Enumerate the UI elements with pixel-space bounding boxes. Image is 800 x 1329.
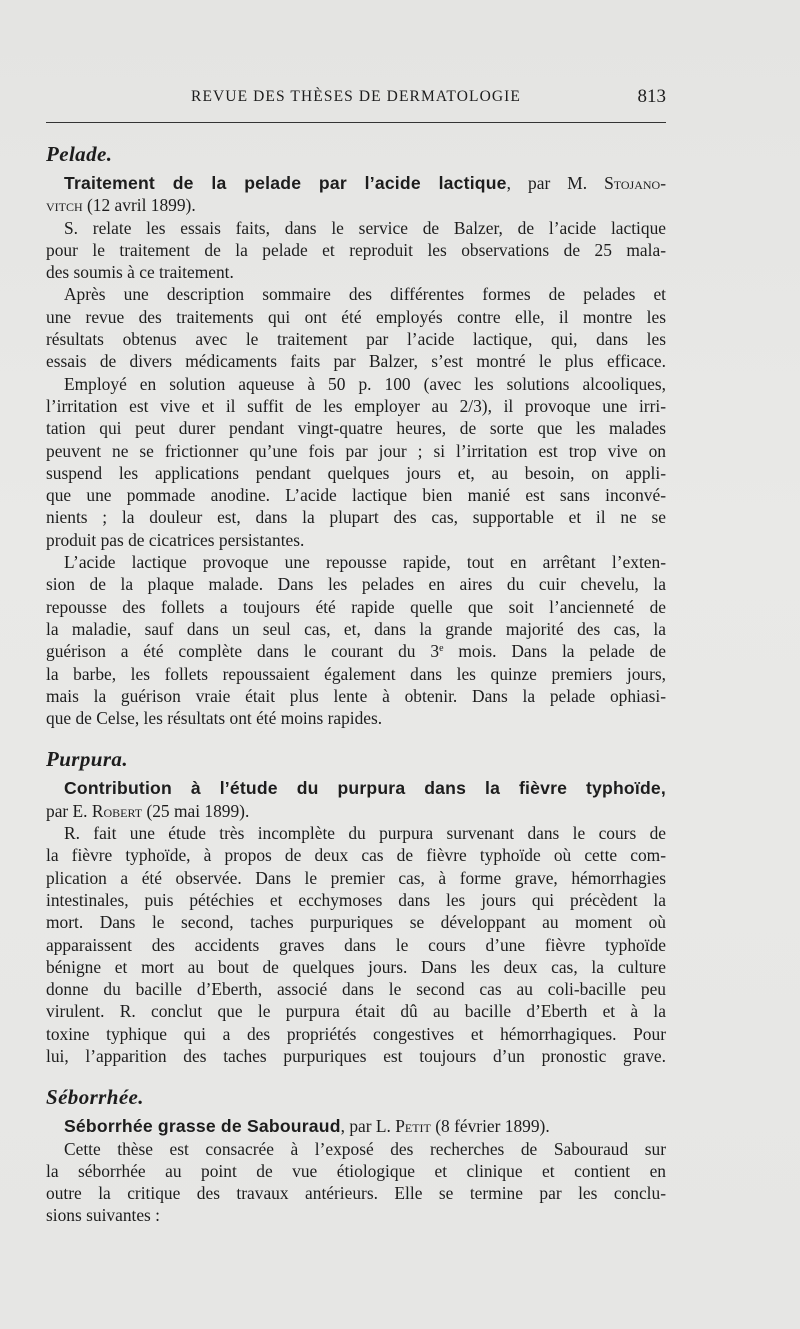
text-line: toxine typhique qui a des propriétés congestives et hémorrhagiques. Pour — [46, 1023, 666, 1044]
page-number: 813 — [637, 86, 666, 107]
article-date: (8 février 1899). — [430, 1116, 550, 1137]
text-line: apparaissent des accidents graves dans le cours d’une fièvre typhoïde — [46, 934, 666, 955]
article-purpura — [46, 777, 666, 1067]
text-line: mort. Dans le second, taches purpuriques se développant au moment où — [46, 912, 666, 933]
text-line: essais de divers médicaments faits par Balzer, s’est montré le plus efficace. — [46, 351, 666, 372]
article-title-line — [46, 172, 666, 194]
page-body — [46, 136, 666, 1227]
article-date: (25 mai 1899). — [142, 800, 250, 821]
text-line: L’acide lactique provoque une repousse rapide, tout en arrêtant l’exten- — [64, 552, 666, 573]
article-byline: par E. — [46, 800, 92, 821]
article-date: (12 avril 1899). — [82, 195, 196, 216]
running-title: REVUE DES THÈSES DE DERMATOLOGIE — [191, 88, 521, 105]
article-pelade — [46, 172, 666, 729]
text-line: virulent. R. conclut que le purpura était dû au bacille d’Eberth et à la — [46, 1001, 666, 1022]
text-line: pour le traitement de la pelade et reproduit les observations de 25 mala- — [46, 239, 666, 260]
text-line: intestinales, puis pétéchies et ecchymoses dans les jours qui précèdent la — [46, 889, 666, 910]
text-line: bénigne et mort au bout de quelques jours. Dans les deux cas, la culture — [46, 956, 666, 977]
text-line: une revue des traitements qui ont été employés contre elle, il montre les — [46, 306, 666, 327]
article-seborrhee — [46, 1115, 666, 1226]
text-line: que une pommade anodine. L’acide lactique bien manié est sans inconvé- — [46, 485, 666, 506]
text-line: lui, l’apparition des taches purpuriques est toujours d’un pronostic grave. — [46, 1045, 666, 1066]
article-date-line — [46, 194, 666, 216]
article-date-line — [46, 800, 666, 822]
text-line: sion de la plaque malade. Dans les pelades en aires du cuir chevelu, la — [46, 574, 666, 595]
section-heading-purpura: Purpura. — [46, 747, 128, 772]
text-line: l’irritation est vive et il suffit de les employer au 2/3), il provoque une irri- — [46, 395, 666, 416]
text-line: outre la critique des travaux antérieurs. Elle se termine par les conclu- — [46, 1183, 666, 1204]
text-line: Employé en solution aqueuse à 50 p. 100 (avec les solutions alcooliques, — [64, 373, 666, 394]
article-author: Petit — [395, 1116, 431, 1137]
article-author: Robert — [91, 800, 143, 821]
text-line: donne du bacille d’Eberth, associé dans le second cas au coli-bacille peu — [46, 979, 666, 1000]
article-title: Séborrhée grasse de Sabouraud — [64, 1116, 341, 1137]
superscript: e — [439, 643, 444, 655]
text-line: des soumis à ce traitement. — [46, 262, 234, 283]
section-heading-pelade: Pelade. — [46, 142, 113, 166]
article-author: Stojano- — [604, 173, 666, 193]
text-line: Cette thèse est consacrée à l’exposé des recherches de Sabouraud sur — [64, 1138, 666, 1159]
section-heading-seborrhee: Séborrhée. — [46, 1085, 144, 1110]
text-line: S. relate les essais faits, dans le service de Balzer, de l’acide lactique — [64, 217, 666, 238]
text-line: résultats obtenus avec le traitement par l’acide lactique, qui, dans les — [46, 329, 666, 350]
text-line: nients ; la douleur est, dans la plupart des cas, supportable et il ne se — [46, 507, 666, 528]
article-title-line — [46, 777, 666, 799]
article-title: Traitement de la pelade par l’acide lactique — [64, 173, 507, 193]
text-line: produit pas de cicatrices persistantes. — [46, 529, 305, 550]
article-byline: , par M. — [506, 173, 605, 193]
text-line-with-superscript — [46, 640, 666, 662]
text-line: tation qui peut durer pendant vingt-quatre heures, de sorte que les malades — [46, 418, 666, 439]
article-title-line — [46, 1115, 666, 1137]
running-head — [46, 88, 666, 112]
text-line: la maladie, sauf dans un seul cas, et, dans la grande majorité des cas, la — [46, 618, 666, 639]
text-line: la fièvre typhoïde, à propos de deux cas de fièvre typhoïde où cette com- — [46, 845, 666, 866]
header-rule — [46, 122, 666, 123]
text-fragment: guérison a été complète dans le courant du 3 — [46, 641, 440, 662]
text-line: la séborrhée au point de vue étiologique et clinique et contient en — [46, 1160, 666, 1181]
text-line: peuvent ne se frictionner qu’une fois par jour ; si l’irritation est trop vive on — [46, 440, 666, 461]
text-line: sions suivantes : — [46, 1205, 161, 1226]
text-line: plication a été observée. Dans le premier cas, à forme grave, hémorrhagies — [46, 867, 666, 888]
text-line: mais la guérison vraie était plus lente à obtenir. Dans la pelade ophiasi- — [46, 685, 666, 706]
article-author-cont: vitch — [46, 195, 83, 216]
article-byline: , par L. — [340, 1116, 396, 1137]
text-line: repousse des follets a toujours été rapide quelle que soit l’ancienneté de — [46, 596, 666, 617]
text-line: que de Celse, les résultats ont été moins rapides. — [46, 708, 383, 729]
article-title: Contribution à l’étude du purpura dans la fièvre typhoïde, — [64, 778, 666, 799]
text-line: Après une description sommaire des différentes formes de pelades et — [64, 284, 666, 305]
text-line: suspend les applications pendant quelques jours et, au besoin, on appli- — [46, 462, 666, 483]
text-line: R. fait une étude très incomplète du purpura survenant dans le cours de — [64, 823, 666, 844]
text-fragment: mois. Dans la pelade de — [443, 641, 666, 662]
text-line: la barbe, les follets repoussaient également dans les quinze premiers jours, — [46, 663, 666, 684]
